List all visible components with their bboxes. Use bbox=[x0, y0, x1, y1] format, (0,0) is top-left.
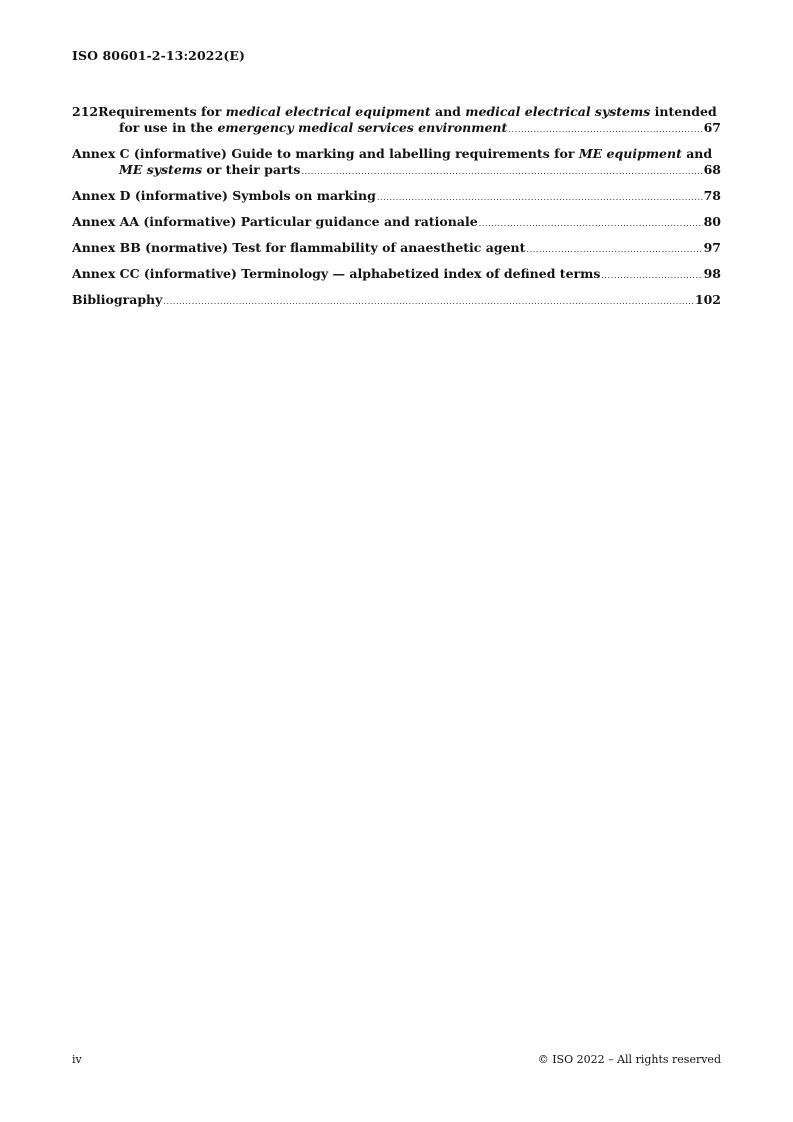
copyright-notice: © ISO 2022 – All rights reserved bbox=[537, 1053, 721, 1066]
toc-page-number: 97 bbox=[703, 240, 721, 255]
table-of-contents bbox=[72, 104, 721, 318]
toc-page-number: 102 bbox=[694, 292, 721, 307]
dot-leader bbox=[601, 268, 702, 284]
dot-leader bbox=[508, 122, 702, 138]
toc-entry-annex-c[interactable]: Annex C (informative) Guide to marking and labelling requirements for ME equipment and ME systems or their parts ..... 68 bbox=[72, 146, 721, 180]
dot-leader bbox=[163, 294, 694, 310]
page-number: iv bbox=[72, 1053, 82, 1066]
toc-entry-212[interactable]: 212Requirements for medical electrical equipment and medical electrical systems intended for use in the emergency medical services environment ..... 67 bbox=[72, 104, 721, 138]
toc-page-number: 98 bbox=[703, 266, 721, 281]
dot-leader bbox=[377, 190, 703, 206]
toc-page-number: 80 bbox=[703, 214, 721, 229]
toc-entry-number: 212 bbox=[72, 104, 99, 119]
page-footer bbox=[72, 1053, 721, 1066]
document-id-header: ISO 80601-2-13:2022(E) bbox=[72, 48, 246, 63]
toc-entry-annex-bb[interactable]: Annex BB (normative) Test for flammability of anaesthetic agent ..... 97 bbox=[72, 240, 721, 258]
toc-entry-bibliography[interactable]: Bibliography ..... 102 bbox=[72, 292, 721, 310]
dot-leader bbox=[479, 216, 703, 232]
toc-page-number: 68 bbox=[703, 162, 721, 177]
toc-page-number: 67 bbox=[703, 120, 721, 135]
toc-entry-annex-d[interactable]: Annex D (informative) Symbols on marking ..... 78 bbox=[72, 188, 721, 206]
toc-entry-annex-cc[interactable]: Annex CC (informative) Terminology — alphabetized index of defined terms ..... 98 bbox=[72, 266, 721, 284]
toc-entry-annex-aa[interactable]: Annex AA (informative) Particular guidance and rationale ..... 80 bbox=[72, 214, 721, 232]
toc-page-number: 78 bbox=[703, 188, 721, 203]
dot-leader bbox=[301, 164, 702, 180]
dot-leader bbox=[526, 242, 702, 258]
